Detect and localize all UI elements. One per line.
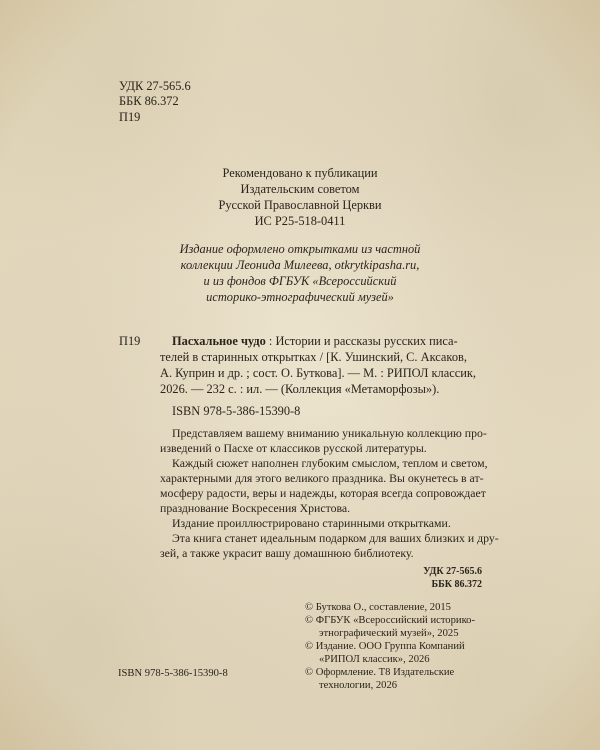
annotation-line-8: Эта книга станет идеальным подарком для ваших близких и дру-: [172, 531, 499, 545]
biblio-line-2: телей в старинных открытках / [К. Ушинский, С. Аксаков,: [160, 350, 467, 364]
annotation-line-3: Каждый сюжет наполнен глубоким смыслом, теплом и светом,: [172, 456, 488, 470]
annotation-line-5: мосферу радости, веры и надежды, которая всегда сопровождает: [160, 486, 486, 500]
biblio-line-4: 2026. — 232 с. : ил. — (Коллекция «Метаморфозы»).: [160, 382, 440, 396]
biblio-line-3: А. Куприн и др. ; сост. О. Буткова]. — М. : РИПОЛ классик,: [160, 366, 476, 380]
annotation-line-9: зей, а также украсит вашу домашнюю библиотеку.: [160, 546, 414, 560]
bbk-code: ББК 86.372: [119, 94, 179, 108]
biblio-isbn: ISBN 978-5-386-15390-8: [172, 404, 301, 418]
udk-code-right: УДК 27-565.6: [423, 566, 482, 577]
book-title: Пасхальное чудо: [172, 334, 266, 348]
design-note-line-4: историко-этнографический музей»: [206, 290, 394, 304]
recommendation-line-2: Издательским советом: [240, 182, 360, 196]
design-note-line-2: коллекции Леонида Милеева, otkrytkipasha.ru,: [180, 258, 420, 272]
recommendation-line-4: ИС Р25-518-0411: [254, 214, 346, 228]
annotation-line-1: Представляем вашему вниманию уникальную коллекцию про-: [172, 426, 487, 440]
annotation-line-4: характерными для этого великого праздника. Вы окунетесь в ат-: [160, 471, 484, 485]
biblio-line-1: [172, 334, 458, 349]
biblio-line-1-rest: : Истории и рассказы русских писа-: [265, 334, 458, 348]
copyright-line-3: этнографический музей», 2025: [319, 628, 459, 639]
author-mark: П19: [119, 110, 141, 124]
copyright-line-5: «РИПОЛ классик», 2026: [319, 654, 430, 665]
copyright-line-6: © Оформление. Т8 Издательские: [305, 667, 455, 678]
isbn-bottom: ISBN 978-5-386-15390-8: [118, 668, 228, 679]
copyright-line-4: © Издание. ООО Группа Компаний: [305, 641, 465, 652]
biblio-mark: П19: [119, 334, 141, 348]
udk-code: УДК 27-565.6: [119, 79, 191, 93]
design-note-line-3: и из фондов ФГБУК «Всероссийский: [203, 274, 397, 288]
copyright-line-1: © Буткова О., составление, 2015: [305, 602, 451, 613]
recommendation-line-3: Русской Православной Церкви: [218, 198, 382, 212]
copyright-line-7: технологии, 2026: [319, 680, 398, 691]
copyright-line-2: © ФГБУК «Всероссийский историко-: [305, 615, 476, 626]
annotation-line-6: празднование Воскресения Христова.: [160, 501, 351, 515]
bbk-code-right: ББК 86.372: [431, 579, 482, 590]
annotation-line-7: Издание проиллюстрировано старинными открытками.: [172, 516, 451, 530]
annotation-line-2: изведений о Пасхе от классиков русской литературы.: [160, 441, 427, 455]
recommendation-line-1: Рекомендовано к публикации: [222, 166, 378, 180]
design-note-line-1: Издание оформлено открытками из частной: [179, 242, 421, 256]
